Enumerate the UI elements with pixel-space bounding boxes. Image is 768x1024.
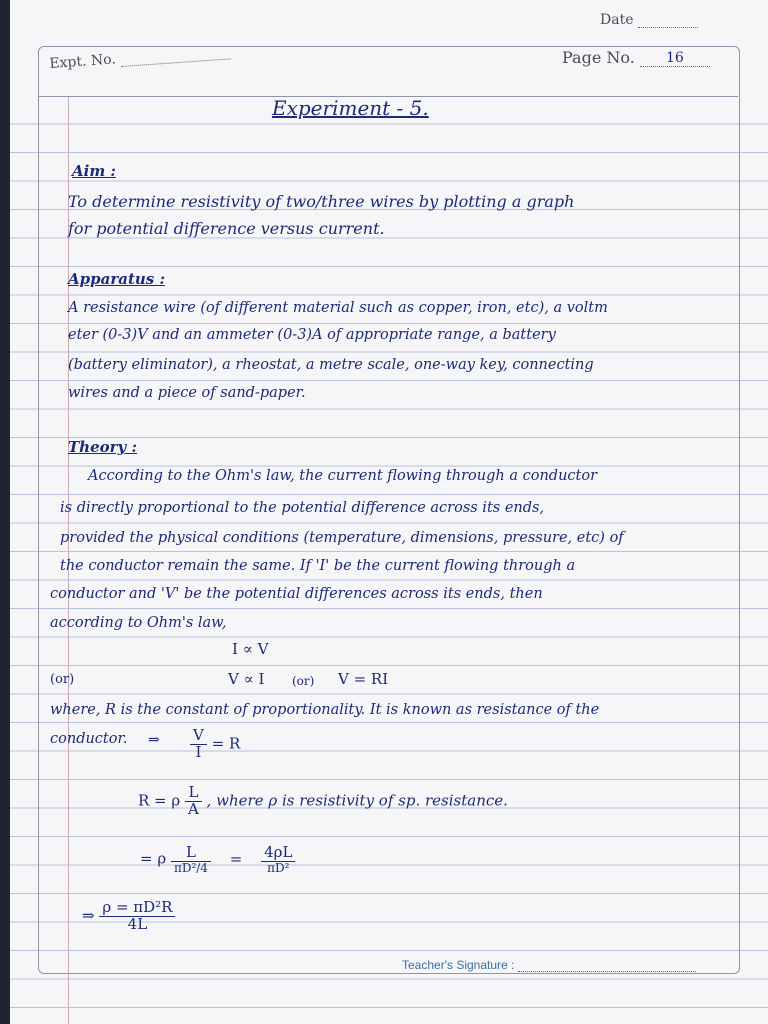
apparatus-line-3: (battery eliminator), a rheostat, a metre scale, one-way key, connecting — [68, 357, 594, 373]
date-field — [600, 12, 698, 28]
implies-arrow-1: ⇒ — [148, 732, 160, 748]
area-den-2: πD² — [267, 860, 290, 875]
area-lhs: = ρ — [140, 849, 167, 868]
ohm-numerator: V — [190, 728, 207, 745]
expt-no-label: Expt. No. — [48, 51, 117, 72]
theory-heading: Theory : — [68, 438, 137, 456]
or-label-1: (or) — [50, 672, 75, 687]
teacher-signature-label: Teacher's Signature : — [402, 958, 515, 972]
page-no-label: Page No. — [562, 48, 635, 67]
area-num-2: 4ρL — [261, 845, 295, 862]
page-number: 16 — [666, 50, 684, 66]
equation-rho — [82, 900, 175, 933]
rho-arrow: ⇒ — [82, 906, 95, 925]
apparatus-line-2: eter (0-3)V and an ammeter (0-3)A of appropriate range, a battery — [68, 327, 556, 343]
page-no-field — [562, 47, 710, 67]
apparatus-line-1: A resistance wire (of different material such as copper, iron, etc), a voltm — [68, 300, 608, 316]
theory-line-6: according to Ohm's law, — [50, 615, 227, 631]
res-numerator: L — [185, 785, 202, 802]
res-note: , where ρ is resistivity of sp. resistance. — [206, 791, 508, 810]
theory-line-1: According to the Ohm's law, the current flowing through a conductor — [88, 468, 598, 484]
res-lhs: R = ρ — [138, 791, 181, 810]
area-num-1: L — [171, 845, 211, 862]
date-label: Date — [600, 12, 634, 28]
relation-1: I ∝ V — [232, 640, 269, 658]
area-den-1: πD²/4 — [173, 860, 208, 875]
teacher-signature-field — [402, 958, 696, 972]
apparatus-line-4: wires and a piece of sand-paper. — [68, 385, 306, 401]
ohm-rhs: = R — [211, 734, 241, 753]
theory-line-3: provided the physical conditions (temperature, dimensions, pressure, etc) of — [60, 530, 624, 546]
theory-line-4: the conductor remain the same. If 'I' be the current flowing through a — [60, 558, 576, 574]
apparatus-heading: Apparatus : — [68, 270, 165, 288]
aim-line-1: To determine resistivity of two/three wires by plotting a graph — [68, 192, 575, 211]
theory-line-2: is directly proportional to the potential difference across its ends, — [60, 500, 545, 516]
theory-line-5: conductor and 'V' be the potential differences across its ends, then — [50, 586, 543, 602]
equation-resistance — [138, 785, 508, 818]
res-denominator: A — [188, 799, 199, 818]
notebook-page — [10, 0, 768, 1024]
rho-numerator: ρ = πD²R — [99, 900, 175, 917]
date-blank — [638, 27, 698, 28]
theory-line-8: conductor. — [50, 731, 128, 747]
page-title: Experiment - 5. — [272, 96, 429, 120]
relation-3: V = RI — [338, 670, 389, 688]
equation-area — [140, 845, 295, 874]
relation-2: V ∝ I — [228, 670, 265, 688]
ohm-denominator: I — [195, 742, 202, 761]
theory-line-7: where, R is the constant of proportionality. It is known as resistance of the — [50, 702, 600, 718]
aim-line-2: for potential difference versus current. — [68, 219, 385, 238]
area-eq: = — [229, 849, 243, 868]
equation-ohm — [190, 728, 240, 761]
aim-heading: Aim : — [72, 162, 116, 180]
rho-denominator: 4L — [127, 914, 148, 933]
or-label-2: (or) — [292, 674, 315, 688]
teacher-signature-blank — [518, 971, 696, 972]
